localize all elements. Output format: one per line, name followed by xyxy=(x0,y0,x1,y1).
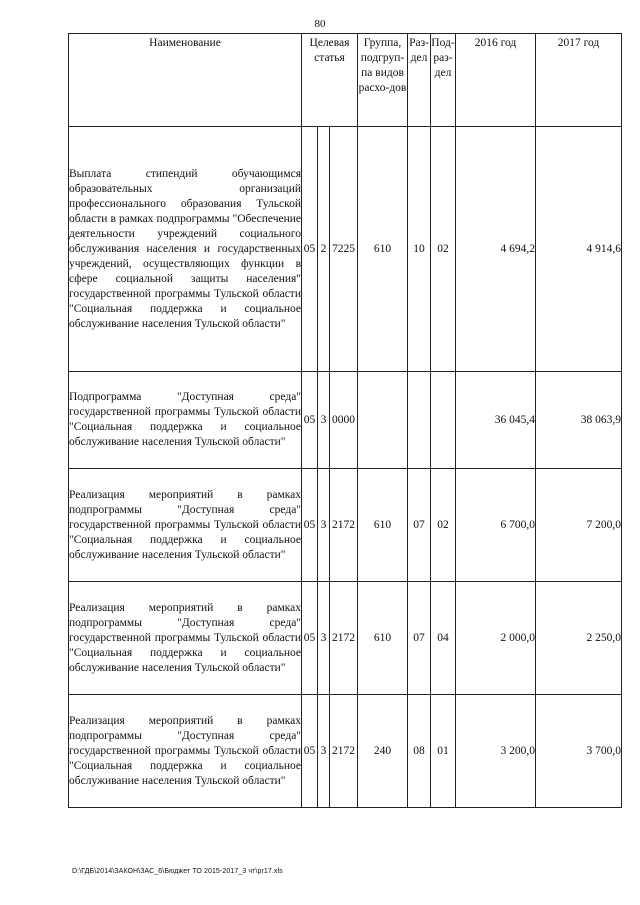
code-program: 05 xyxy=(302,469,318,582)
cell-group: 240 xyxy=(358,695,408,808)
code-program: 05 xyxy=(302,695,318,808)
table-row xyxy=(69,372,622,469)
budget-table xyxy=(68,33,622,808)
header-subsection: Под-раз-дел xyxy=(431,34,456,127)
code-program: 05 xyxy=(302,372,318,469)
cell-group xyxy=(358,372,408,469)
cell-section: 10 xyxy=(408,127,431,372)
page-number: 80 xyxy=(314,18,326,30)
cell-section: 08 xyxy=(408,695,431,808)
row-name: Реализация мероприятий в рамках подпрограммы "Доступная среда" государственной программы Тульской области "Социальная поддержка и социальное обслуживание населения Тульской области" xyxy=(69,582,302,695)
code-subprogram: 3 xyxy=(318,582,330,695)
cell-subsection: 02 xyxy=(431,127,456,372)
code-direction: 2172 xyxy=(330,582,358,695)
cell-2016: 2 000,0 xyxy=(456,582,536,695)
cell-group: 610 xyxy=(358,582,408,695)
cell-2017: 4 914,6 xyxy=(536,127,622,372)
header-target-article: Целевая статья xyxy=(302,34,358,127)
table-row xyxy=(69,582,622,695)
code-subprogram: 2 xyxy=(318,127,330,372)
cell-2016: 4 694,2 xyxy=(456,127,536,372)
row-name: Выплата стипендий обучающимся образовательных организаций профессионального образования Тульской области в рамках подпрограммы "Обеспечение деятельности учреждений социального обслуживания населения и государственных учреждений, осуществляющих функции в сфере социальной защиты населения" государственной программы Тульской области "Социальная поддержка и социальное обслуживание населения Тульской области" xyxy=(69,127,302,372)
cell-subsection: 01 xyxy=(431,695,456,808)
file-path-footer: D:\ГДБ\2014\ЗАКОН\ЗАС_6\Бюджет ТО 2015-2017_3 чт\рr17.xls xyxy=(72,868,283,875)
row-name: Реализация мероприятий в рамках подпрограммы "Доступная среда" государственной программы Тульской области "Социальная поддержка и социальное обслуживание населения Тульской области" xyxy=(69,469,302,582)
code-direction: 2172 xyxy=(330,469,358,582)
cell-group: 610 xyxy=(358,469,408,582)
code-direction: 0000 xyxy=(330,372,358,469)
code-program: 05 xyxy=(302,582,318,695)
cell-2017: 3 700,0 xyxy=(536,695,622,808)
row-name: Подпрограмма "Доступная среда" государственной программы Тульской области "Социальная поддержка и социальное обслуживание населения Тульской области" xyxy=(69,372,302,469)
header-group: Группа, подгруп-па видов расхо-дов xyxy=(358,34,408,127)
cell-2017: 7 200,0 xyxy=(536,469,622,582)
cell-section: 07 xyxy=(408,582,431,695)
code-subprogram: 3 xyxy=(318,469,330,582)
cell-section xyxy=(408,372,431,469)
table-header-row xyxy=(69,34,622,127)
cell-subsection: 04 xyxy=(431,582,456,695)
cell-subsection xyxy=(431,372,456,469)
cell-subsection: 02 xyxy=(431,469,456,582)
cell-2017: 38 063,9 xyxy=(536,372,622,469)
table-row xyxy=(69,695,622,808)
cell-2016: 3 200,0 xyxy=(456,695,536,808)
cell-section: 07 xyxy=(408,469,431,582)
header-2016: 2016 год xyxy=(456,34,536,127)
cell-2017: 2 250,0 xyxy=(536,582,622,695)
header-2017: 2017 год xyxy=(536,34,622,127)
header-name: Наименование xyxy=(69,34,302,127)
table-row xyxy=(69,469,622,582)
table-row xyxy=(69,127,622,372)
row-name: Реализация мероприятий в рамках подпрограммы "Доступная среда" государственной программы Тульской области "Социальная поддержка и социальное обслуживание населения Тульской области" xyxy=(69,695,302,808)
code-subprogram: 3 xyxy=(318,372,330,469)
code-direction: 2172 xyxy=(330,695,358,808)
header-section: Раз-дел xyxy=(408,34,431,127)
cell-group: 610 xyxy=(358,127,408,372)
code-subprogram: 3 xyxy=(318,695,330,808)
code-program: 05 xyxy=(302,127,318,372)
code-direction: 7225 xyxy=(330,127,358,372)
cell-2016: 6 700,0 xyxy=(456,469,536,582)
cell-2016: 36 045,4 xyxy=(456,372,536,469)
